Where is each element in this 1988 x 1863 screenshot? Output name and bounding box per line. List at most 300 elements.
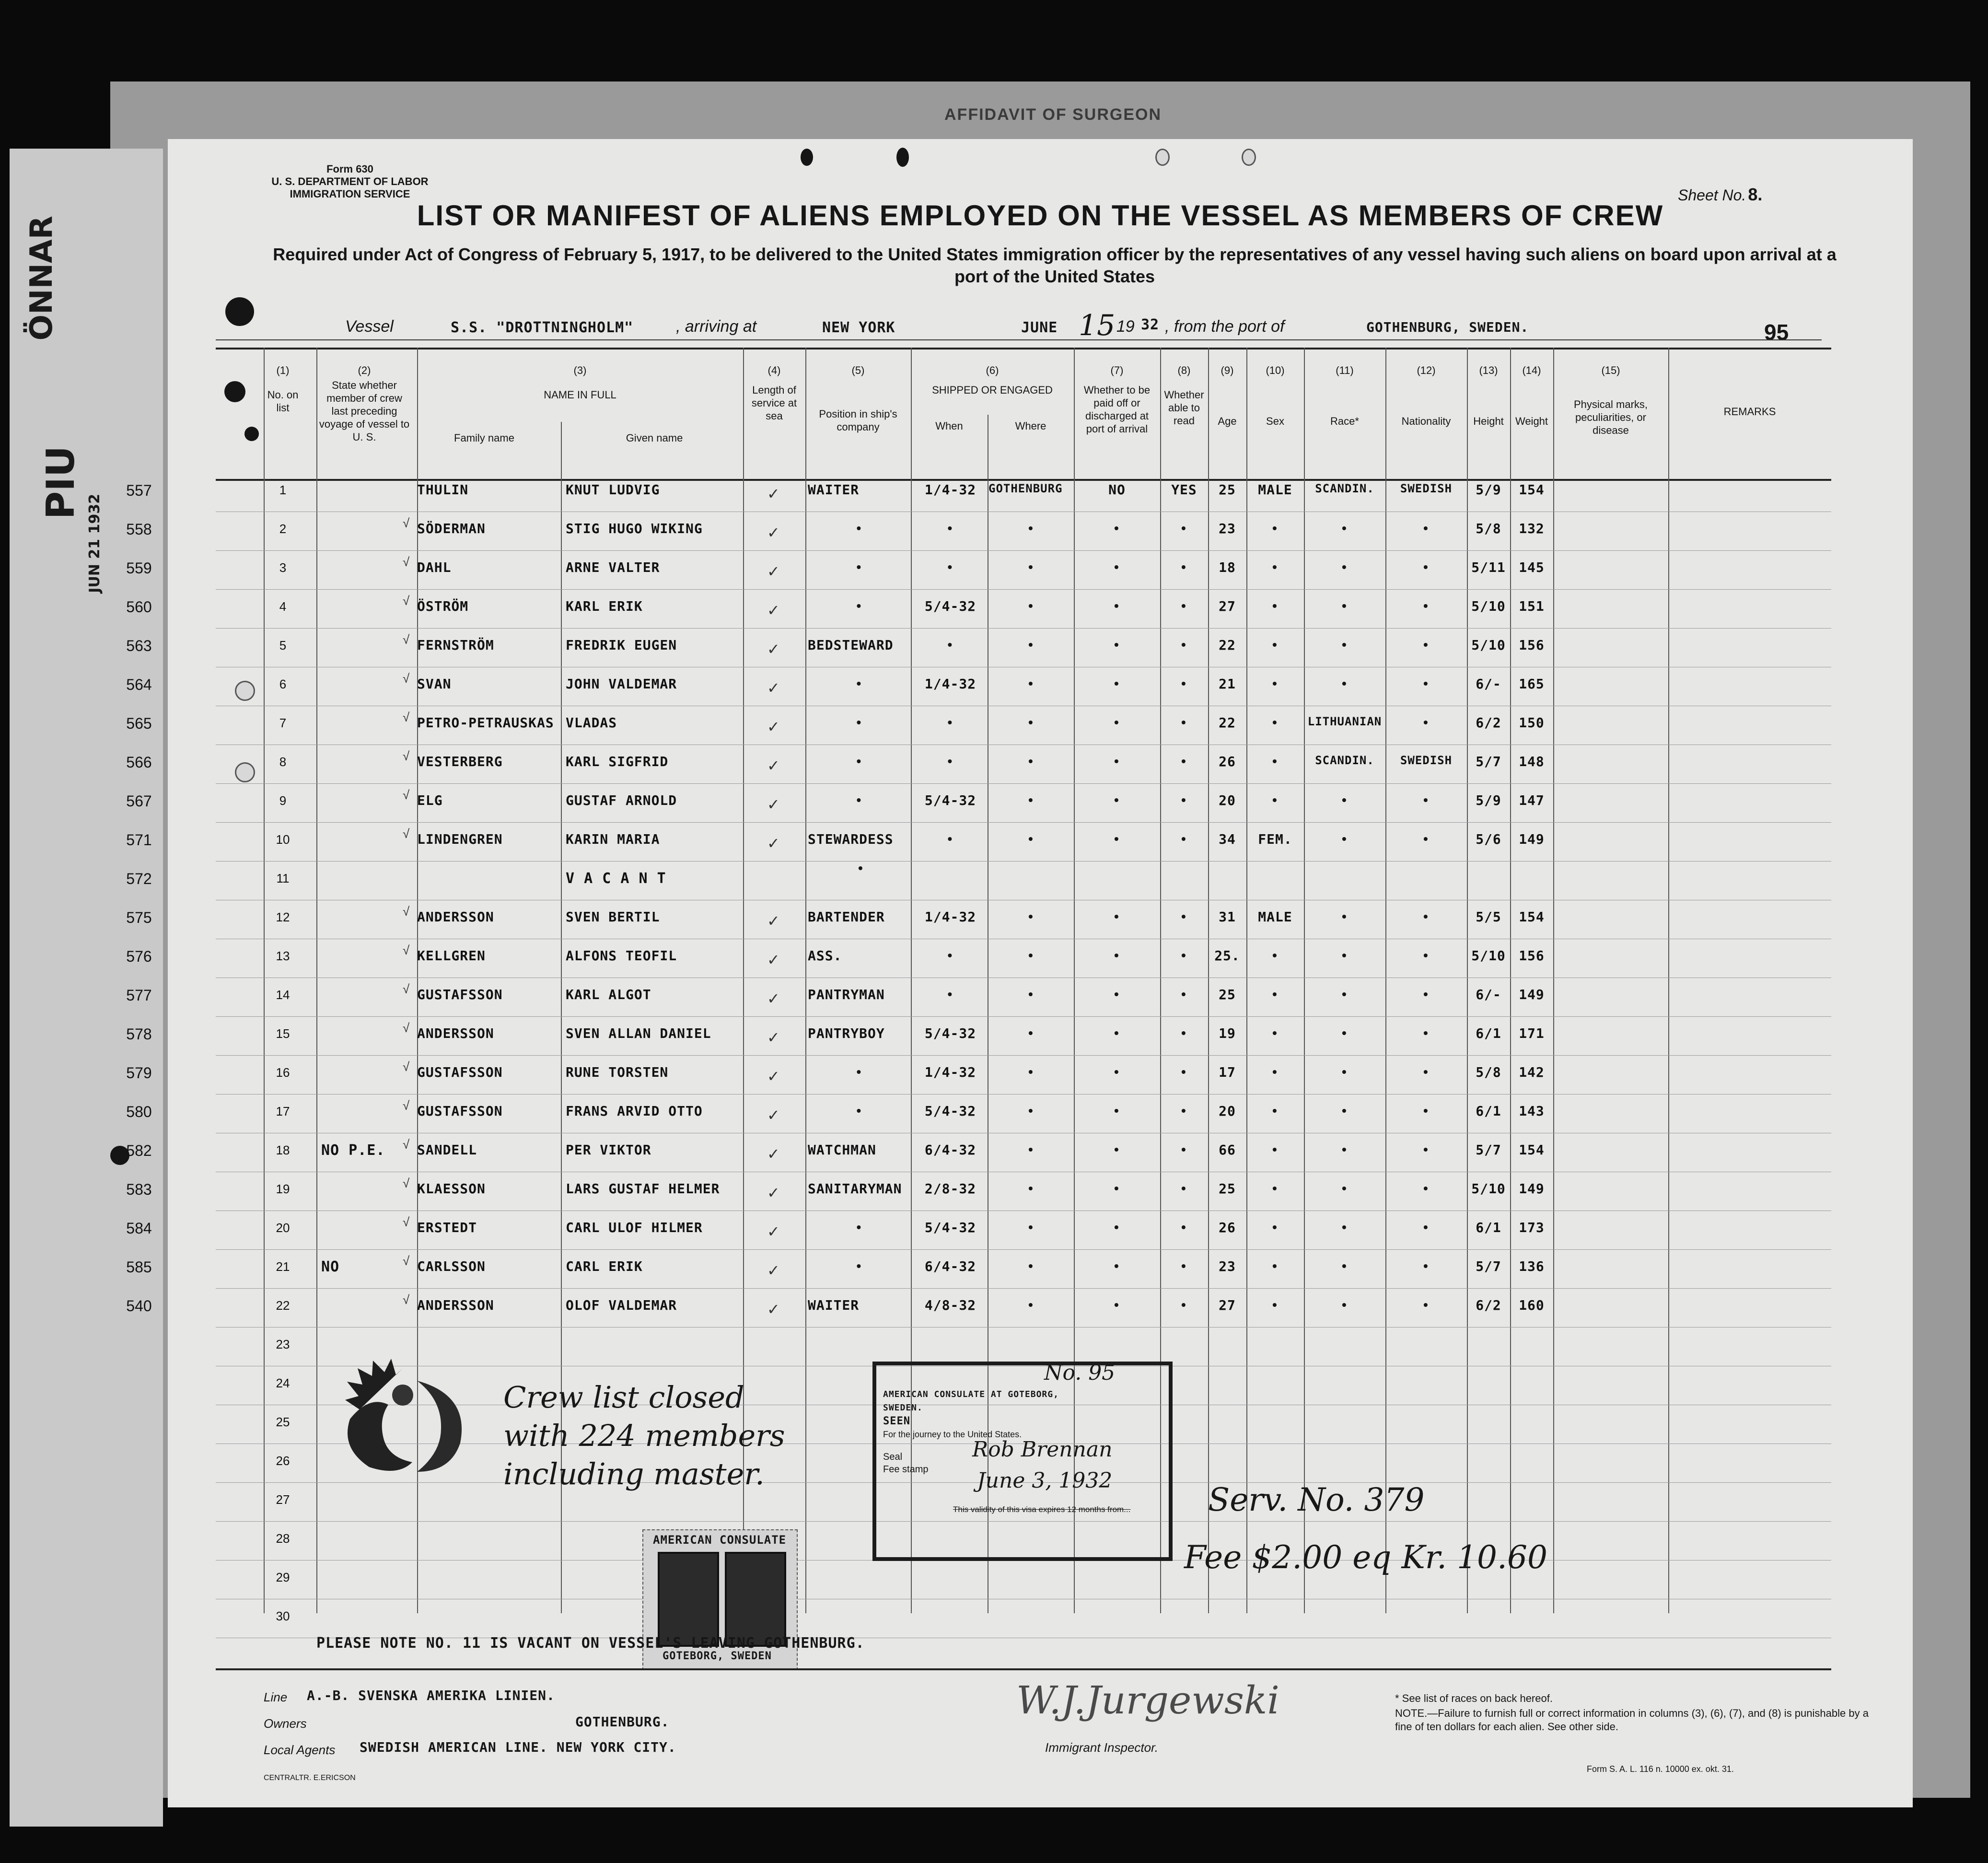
cell-position: SANITARYMAN [808,1181,902,1197]
cell-height: 6/- [1476,987,1501,1002]
footer-agents-label: Local Agents [264,1743,336,1757]
column-rule [1304,348,1305,1613]
cell-age: 27 [1219,598,1236,614]
given-name: KARL ERIK [566,598,643,614]
crew-line-number: 14 [276,988,290,1002]
col-13-number: (13) [1479,364,1498,376]
family-name: CARLSSON [417,1258,486,1274]
crew-line-number: 13 [276,949,290,963]
ditto-mark: • [1114,1025,1119,1040]
ditto-mark: • [1423,598,1428,613]
ditto-mark: • [1181,676,1186,691]
ditto-mark: • [1028,637,1033,652]
family-name: ANDERSSON [417,1297,494,1313]
ditto-mark: • [1114,1103,1119,1118]
check-mark-icon: √ [403,1176,410,1190]
check-mark-icon: √ [403,671,410,686]
footer-line-value: A.-B. SVENSKA AMERIKA LINIEN. [307,1688,555,1703]
ditto-mark: • [1028,987,1033,1001]
ditto-mark: • [1342,1181,1347,1196]
row-ruling [216,550,1831,551]
ditto-mark: • [1181,1297,1186,1312]
ditto-mark: • [1272,1297,1277,1312]
check-mark-icon: ✓ [767,1223,780,1240]
ditto-mark: • [1342,792,1347,807]
family-name: GUSTAFSSON [417,1103,503,1119]
given-name: FREDRIK EUGEN [566,637,677,653]
crew-line-number: 3 [279,560,287,575]
row-ruling [216,628,1831,629]
sheet-number-value: 8. [1748,185,1763,204]
col-5-number: (5) [851,364,865,376]
vessel-label: Vessel [345,317,394,336]
cell-age: 26 [1219,1220,1236,1235]
col-3b-header: Given name [626,432,683,444]
ditto-mark: • [1181,715,1186,730]
embossed-seal [331,1352,475,1477]
cell-weight: 160 [1519,1297,1545,1313]
ditto-mark: • [1342,1064,1347,1079]
side-tab-date-stamp: JUN 21 1932 [86,494,103,593]
seal-crescent [417,1381,462,1472]
check-mark-icon: √ [403,1215,410,1229]
cell-weight: 154 [1519,1142,1545,1158]
check-mark-icon: ✓ [767,1106,780,1124]
ditto-mark: • [1114,987,1119,1001]
col-13-header: Height [1473,415,1504,427]
ditto-mark: • [947,754,953,768]
ditto-mark: • [1028,948,1033,963]
ditto-mark: • [1423,1220,1428,1234]
stamp-line-2: SWEDEN. [883,1403,923,1413]
ditto-mark: • [1181,1103,1186,1118]
races-footnote: * See list of races on back hereof. [1395,1692,1553,1704]
col-14-header: Weight [1515,415,1548,427]
cell-age: 27 [1219,1297,1236,1313]
cell-weight: 145 [1519,559,1545,575]
check-mark-icon: ✓ [767,640,780,658]
ditto-mark: • [856,792,861,807]
crew-line-number: 12 [276,910,290,924]
cell-height: 5/10 [1471,1181,1506,1197]
ditto-mark: • [1028,521,1033,536]
crew-line-number: 6 [279,677,287,691]
vessel-underline [216,339,1822,340]
crew-list-page-number: 558 [126,521,152,538]
column-rule [1385,348,1386,1613]
cell-height: 5/6 [1476,831,1501,847]
ditto-mark: • [1028,1220,1033,1234]
cell-position: WATCHMAN [808,1142,876,1158]
col-3a-header: Family name [454,432,514,444]
stamp-seal-label: Seal [883,1452,903,1462]
crew-list-page-number: 579 [126,1064,152,1082]
col-3-number: (3) [573,364,587,376]
cell-weight: 151 [1519,598,1545,614]
ditto-mark: • [1342,1142,1347,1157]
ditto-mark: • [1114,1258,1119,1273]
col-14-number: (14) [1522,364,1541,376]
check-mark-icon: ✓ [767,1301,780,1318]
ditto-mark: • [1272,1064,1277,1079]
side-tab-text-top: ÖNNAR [24,216,59,341]
check-mark-icon: ✓ [767,563,780,580]
crew-line-number: 25 [276,1415,290,1429]
ditto-mark: • [1181,559,1186,574]
ditto-mark: • [1272,598,1277,613]
ditto-mark: • [1028,559,1033,574]
ditto-mark: • [1181,909,1186,924]
crew-line-number: 17 [276,1104,290,1118]
ditto-mark: • [1114,1220,1119,1234]
stamp-line-3: SEEN [883,1415,910,1427]
footer-agents-value: SWEDISH AMERICAN LINE. NEW YORK CITY. [360,1739,676,1755]
check-mark-icon: ✓ [767,1068,780,1085]
ditto-mark: • [947,831,953,846]
cell-height: 5/7 [1476,1142,1501,1158]
crew-list-page-number: 565 [126,715,152,732]
cell-weight: 132 [1519,521,1545,536]
footer-owners-label: Owners [264,1716,307,1731]
row-ruling [216,1016,1831,1017]
cell-where: GOTHENBURG [988,482,1063,495]
family-name: SVAN [417,676,452,692]
check-mark-icon: ✓ [767,524,780,541]
crew-line-number: 16 [276,1065,290,1080]
punch-ring [235,681,255,701]
consulate-visa-stamp [872,1362,1173,1561]
check-mark-icon: ✓ [767,835,780,852]
col-6b-header: Where [1015,420,1046,432]
check-mark-icon: ✓ [767,718,780,735]
col-11-header: Race* [1330,415,1359,427]
col-8-header: Whether able to read [1164,389,1204,427]
ditto-mark: • [1272,521,1277,536]
cell-weight: 148 [1519,754,1545,769]
cell-when: 1/4-32 [924,482,977,498]
column-rule [1668,348,1669,1613]
cell-when: 1/4-32 [924,1064,977,1080]
crew-line-number: 2 [279,522,287,536]
col-1-number: (1) [276,364,290,376]
cell-when: 6/4-32 [924,1258,977,1274]
col-8-number: (8) [1177,364,1191,376]
given-name: KNUT LUDVIG [566,482,660,498]
cell-when: 1/4-32 [924,676,977,692]
ditto-mark: • [1114,559,1119,574]
sheet-number-label: Sheet No. [1678,186,1746,204]
cell-race: SCANDIN. [1315,482,1374,495]
given-name: VLADAS [566,715,617,731]
check-mark-icon: √ [403,555,410,569]
crew-closed-note-line: including master. [503,1456,765,1491]
ditto-mark: • [1272,1258,1277,1273]
ditto-mark: • [856,1103,861,1118]
col-9-header: Age [1218,415,1237,427]
penalty-footnote: NOTE.—Failure to furnish full or correct information in columns (3), (6), (7), and (8) is punishable by a fine of ten dollars for each alien. See other side. [1395,1707,1869,1733]
check-mark-icon: √ [403,1021,410,1035]
ditto-mark: • [1028,1258,1033,1273]
column-rule [1246,348,1247,1613]
cell-when: 5/4-32 [924,792,977,808]
side-tab-text-middle: PIU [38,446,83,520]
cell-age: 31 [1219,909,1236,925]
crew-list-page-number: 560 [126,598,152,616]
arrival-port: NEW YORK [822,319,895,336]
check-mark-icon: ✓ [767,796,780,813]
ditto-mark: • [1423,909,1428,924]
cell-when: 5/4-32 [924,1025,977,1041]
cell-age: 23 [1219,521,1236,536]
cell-weight: 150 [1519,715,1545,731]
crew-line-number: 29 [276,1570,290,1584]
ditto-mark: • [1342,598,1347,613]
given-name: ARNE VALTER [566,559,660,575]
from-port-label: , from the port of [1165,317,1285,336]
crew-line-number: 22 [276,1298,290,1313]
ditto-mark: • [1028,1064,1033,1079]
cell-weight: 171 [1519,1025,1545,1041]
cell-age: 21 [1219,676,1236,692]
given-name: OLOF VALDEMAR [566,1297,677,1313]
crew-line-number: 15 [276,1026,290,1041]
ditto-mark: • [1342,909,1347,924]
revenue-stamps-bottom: GOTEBORG, SWEDEN [663,1650,772,1662]
cell-weight: 142 [1519,1064,1545,1080]
ditto-mark: • [1342,521,1347,536]
ditto-mark: • [856,715,861,730]
ditto-mark: • [1028,1181,1033,1196]
check-mark-icon: √ [403,749,410,763]
cell-height: 5/10 [1471,948,1506,964]
crew-closed-note-line: with 224 members [503,1418,785,1453]
given-name: KARL ALGOT [566,987,651,1002]
punch-ring [1242,149,1256,166]
column-rule [805,348,806,1613]
cell-age: 20 [1219,1103,1236,1119]
manifest-sheet [126,105,1913,1807]
ditto-mark: • [947,637,953,652]
cell-age: 66 [1219,1142,1236,1158]
cell-age: 26 [1219,754,1236,769]
ditto-mark: • [1272,1025,1277,1040]
check-mark-icon: √ [403,1137,410,1152]
cell-position: BARTENDER [808,909,885,925]
crew-line-number: 8 [279,755,287,769]
ditto-mark: • [1423,521,1428,536]
given-name: CARL ERIK [566,1258,643,1274]
ditto-mark: • [1181,598,1186,613]
crew-list-page-number: 585 [126,1258,152,1276]
col-10-header: Sex [1266,415,1284,427]
ditto-mark: • [1423,1064,1428,1079]
ditto-mark: • [1114,754,1119,768]
form-number: Form 630 [326,163,373,175]
ditto-mark: • [1028,792,1033,807]
cell-weight: 149 [1519,831,1545,847]
check-mark-icon: √ [403,982,410,996]
cell-height: 5/9 [1476,792,1501,808]
col-10-number: (10) [1266,364,1285,376]
arriving-label: , arriving at [676,317,757,336]
family-name: ERSTEDT [417,1220,477,1235]
cell-position: WAITER [808,482,860,498]
ditto-mark: • [856,521,861,536]
col-1-header: No. on list [267,389,299,414]
ditto-mark: • [1114,1297,1119,1312]
seal-center [392,1385,413,1406]
crew-closed-note-line: Crew list closed [503,1380,744,1415]
ditto-mark: • [1423,1181,1428,1196]
cell-height: 5/8 [1476,521,1501,536]
affidavit-heading: AFFIDAVIT OF SURGEON [944,105,1162,124]
ditto-mark: • [1181,987,1186,1001]
ditto-mark: • [1423,1103,1428,1118]
ditto-mark: • [1272,1142,1277,1157]
cell-when: 5/4-32 [924,1103,977,1119]
ditto-mark: • [856,559,861,574]
crew-line-number: 9 [279,793,287,808]
crew-list-page-number: 557 [126,482,152,499]
punch-ring [1155,149,1170,166]
family-name: THULIN [417,482,469,498]
check-mark-icon: ✓ [767,1262,780,1279]
crew-line-number: 7 [279,716,287,730]
family-name: ANDERSSON [417,909,494,925]
cell-position: WAITER [808,1297,860,1313]
check-mark-icon: ✓ [767,1029,780,1046]
check-mark-icon: ✓ [767,679,780,697]
footer-printer: CENTRALTR. E.ERICSON [264,1774,356,1782]
cell-position: BEDSTEWARD [808,637,894,653]
ditto-mark: • [1028,909,1033,924]
col-12-header: Nationality [1401,415,1451,427]
ditto-mark: • [1114,1181,1119,1196]
check-mark-icon: √ [403,516,410,530]
seal-starburst [345,1359,403,1409]
cell-age: 34 [1219,831,1236,847]
ditto-mark: • [1181,754,1186,768]
vacant-entry: V A C A N T [566,870,666,887]
check-mark-icon: √ [403,827,410,841]
crew-line-number: 28 [276,1531,290,1546]
ditto-mark: • [1114,637,1119,652]
ditto-mark: • [1028,1297,1033,1312]
ditto-mark: • [1028,676,1033,691]
ditto-mark: • [947,987,953,1001]
cell-weight: 156 [1519,948,1545,964]
stamp-fee-label: Fee stamp [883,1464,929,1475]
ditto-mark: • [1028,1025,1033,1040]
check-mark-icon: √ [403,594,410,608]
cell-height: 5/10 [1471,637,1506,653]
ditto-mark: • [1114,1142,1119,1157]
row-ruling [216,1288,1831,1289]
check-mark-icon: √ [403,710,410,724]
ditto-mark: • [1181,521,1186,536]
cell-when: 5/4-32 [924,598,977,614]
family-name: GUSTAFSSON [417,1064,503,1080]
inspector-signature: W.J.Jurgewski [1016,1678,1279,1723]
ditto-mark: • [856,676,861,691]
ditto-mark: • [1272,637,1277,652]
cell-when: 2/8-32 [924,1181,977,1197]
cell-nat: SWEDISH [1400,754,1453,767]
check-mark-icon: √ [403,1254,410,1268]
crew-list-page-number: 582 [126,1142,152,1159]
service-number: Serv. No. 379 [1208,1481,1425,1518]
col-6-number: (6) [986,364,999,376]
ditto-mark: • [1272,715,1277,730]
ditto-mark: • [1181,792,1186,807]
stamp-line-1: AMERICAN CONSULATE AT GOTEBORG, [883,1389,1059,1399]
ditto-mark: • [1342,1258,1347,1273]
col-12-number: (12) [1417,364,1436,376]
footer-owners-value: GOTHENBURG. [575,1714,670,1730]
ditto-mark: • [1114,676,1119,691]
previous-voyage-note: NO P.E. [321,1142,385,1159]
cell-weight: 149 [1519,987,1545,1002]
crew-list-page-number: 577 [126,987,152,1004]
ditto-mark: • [1423,676,1428,691]
col-11-number: (11) [1336,364,1354,376]
ditto-mark: • [1272,987,1277,1001]
cell-age: 19 [1219,1025,1236,1041]
cell-age: 25 [1219,987,1236,1002]
crew-list-page-number: 572 [126,870,152,887]
stamp-line-4: For the journey to the United States. [883,1430,1022,1439]
cell-nat: SWEDISH [1400,482,1453,495]
inspector-label: Immigrant Inspector. [1045,1740,1159,1755]
arrival-day: 15 [1079,309,1116,342]
ditto-mark: • [1181,1258,1186,1273]
cell-weight: 143 [1519,1103,1545,1119]
revenue-stamp [725,1552,786,1647]
crew-line-number: 20 [276,1221,290,1235]
ditto-mark: • [1342,559,1347,574]
crew-line-number: 23 [276,1337,290,1351]
ditto-mark: • [1342,1297,1347,1312]
column-rule [1553,348,1554,1613]
ditto-mark: • [1342,987,1347,1001]
col-4-number: (4) [767,364,781,376]
crew-list-page-number: 540 [126,1297,152,1315]
col-15-number: (15) [1601,364,1620,376]
service-fee: Fee $2.00 eq Kr. 10.60 [1184,1539,1548,1576]
punch-hole [801,149,813,166]
ditto-mark: • [1114,831,1119,846]
check-mark-icon: √ [403,1060,410,1074]
crew-line-number: 30 [276,1609,290,1623]
col-16-header: REMARKS [1723,406,1776,418]
cell-height: 5/5 [1476,909,1501,925]
family-name: SANDELL [417,1142,477,1158]
cell-age: 20 [1219,792,1236,808]
cell-when: 6/4-32 [924,1142,977,1158]
crew-list-page-number: 584 [126,1220,152,1237]
family-name: FERNSTRÖM [417,637,494,653]
cell-when: 5/4-32 [924,1220,977,1235]
given-name: FRANS ARVID OTTO [566,1103,703,1119]
col-7-header: Whether to be paid off or discharged at port of arrival [1083,384,1151,435]
ditto-mark: • [1181,637,1186,652]
row-ruling [216,783,1831,784]
given-name: GUSTAF ARNOLD [566,792,677,808]
crew-list-page-number: 576 [126,948,152,965]
seal-body [348,1402,412,1471]
check-mark-icon: √ [403,1292,410,1307]
punch-hole [896,148,909,167]
